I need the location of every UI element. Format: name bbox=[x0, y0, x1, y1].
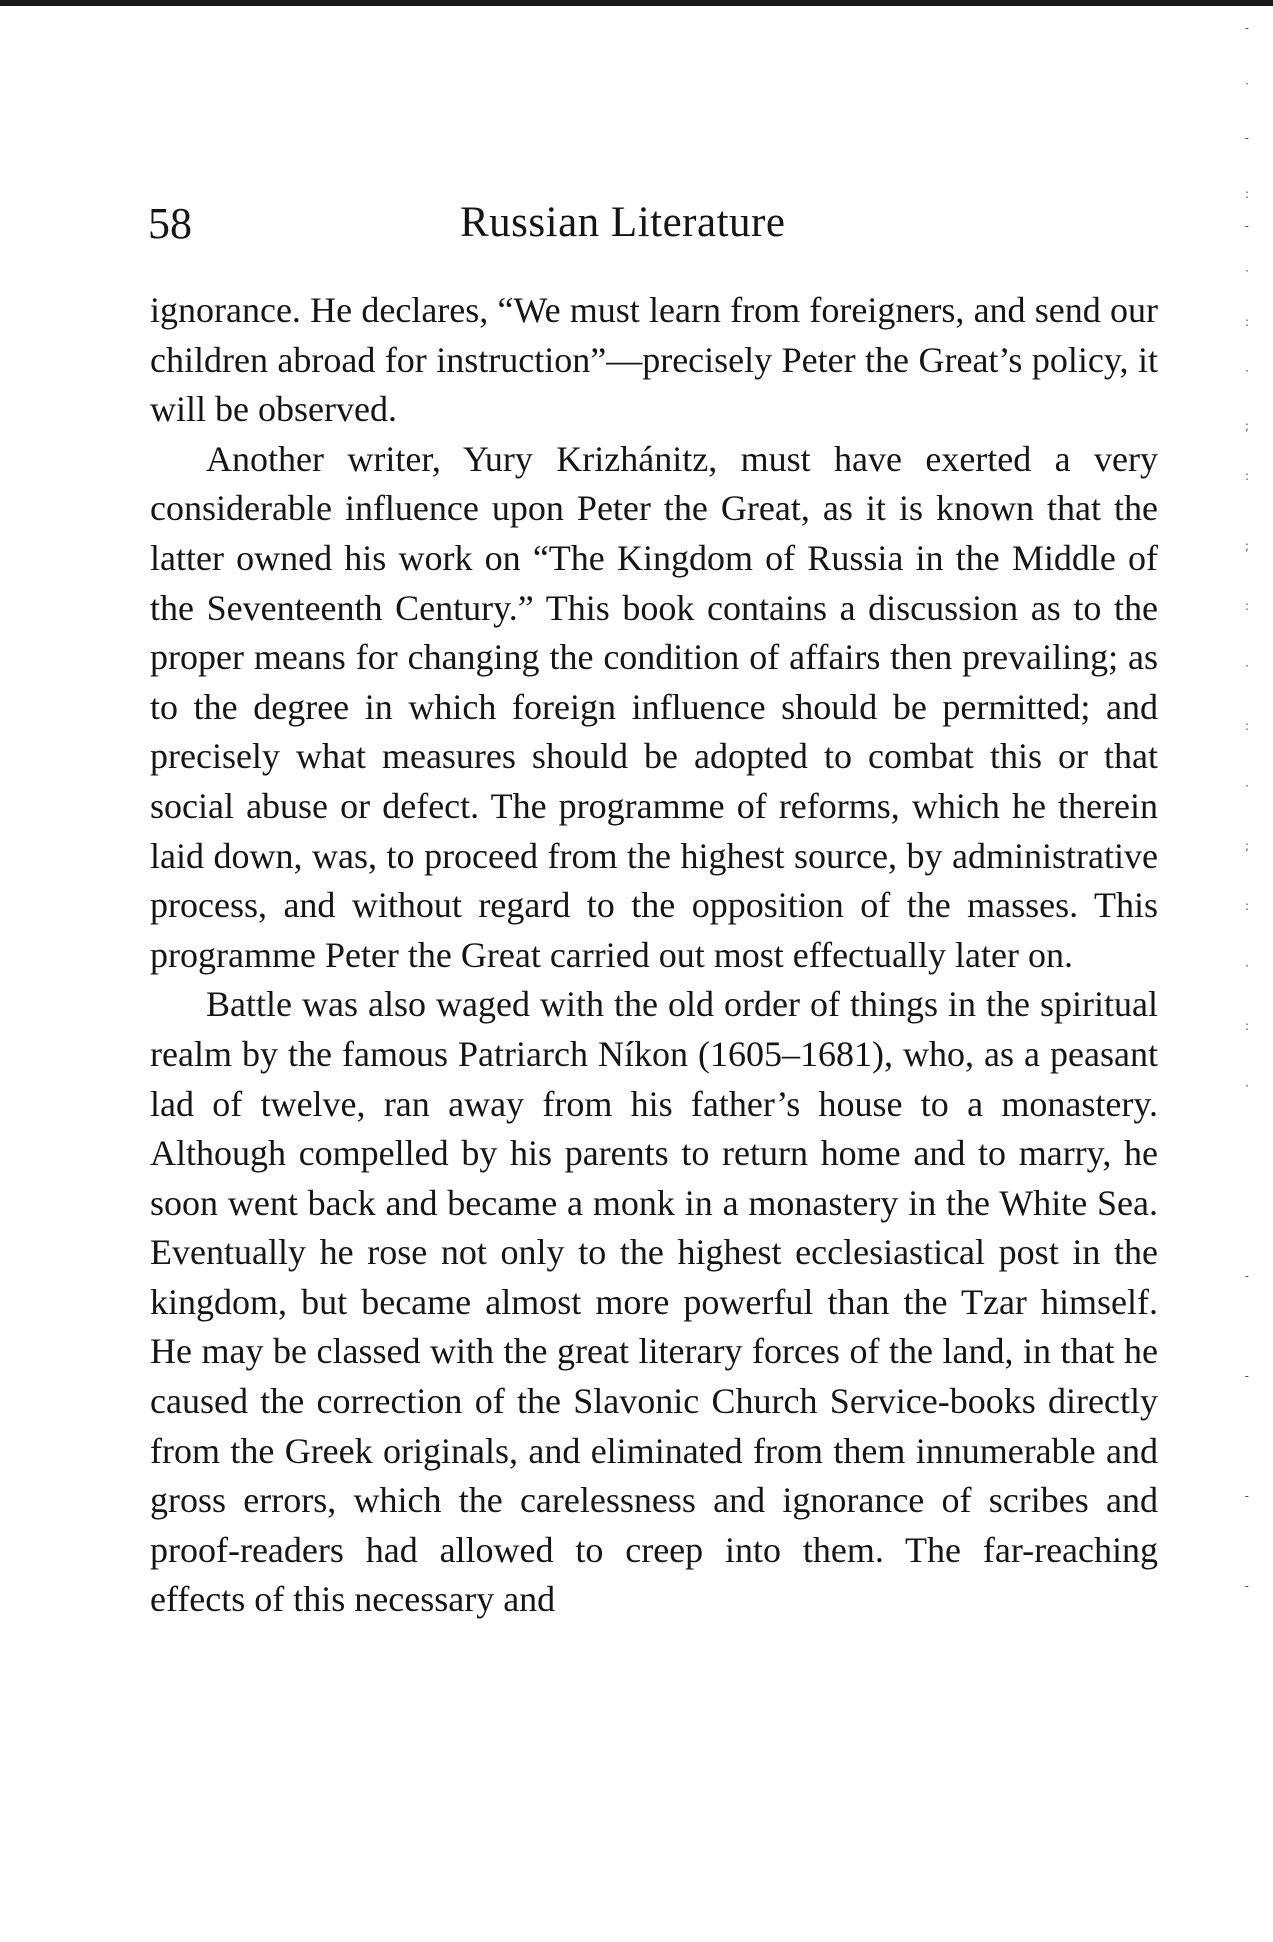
paragraph: Another writer, Yury Krizhánitz, must have exerted a very considerable influence upon Peter the Great, as it is known that the latter owned his work on “The Kingdom of Russia in the Middle of the Seventeenth Century.” This book contains a discussion as to the proper means for changing the condition of affairs then prevailing; as to the degree in which foreign influence should be permitted; and precisely what measures should be adopted to combat this or that social abuse or defect. The programme of reforms, which he therein laid down, was, to proceed from the highest source, by administrative process, and without regard to the opposition of the masses. This programme Peter the Great carried out most effectually later on. bbox=[150, 438, 1158, 975]
top-scan-border bbox=[0, 0, 1273, 6]
running-title: Russian Literature bbox=[460, 199, 786, 246]
page-number: 58 bbox=[148, 199, 192, 248]
body-text bbox=[150, 286, 1158, 1625]
paragraph: ignorance. He declares, “We must learn from foreigners, and send our children abroad for instruction”—precisely Peter the Great’s policy, it will be observed. bbox=[150, 290, 1158, 430]
page-header bbox=[148, 198, 1158, 258]
scan-edge-marks: - · - : - · : · ; : ; : · : · ; : · : · - - - - bbox=[1244, 21, 1249, 1593]
paragraph: Battle was also waged with the old order of things in the spiritual realm by the famous Patriarch Níkon (1605–1681), who, as a peasant lad of twelve, ran away from his father’s house to a monastery. Although compelled by his parents to return home and to marry, he soon went back and became a monk in a monastery in the White Sea. Eventually he rose not only to the highest ecclesiastical post in the kingdom, but became almost more powerful than the Tzar himself. He may be classed with the great literary forces of the land, in that he caused the correction of the Slavonic Church Service-books directly from the Greek originals, and eliminated from them innumerable and gross errors, which the carelessness and ignorance of scribes and proof-readers had allowed to creep into them. The far-reaching effects of this necessary and bbox=[150, 984, 1158, 1620]
